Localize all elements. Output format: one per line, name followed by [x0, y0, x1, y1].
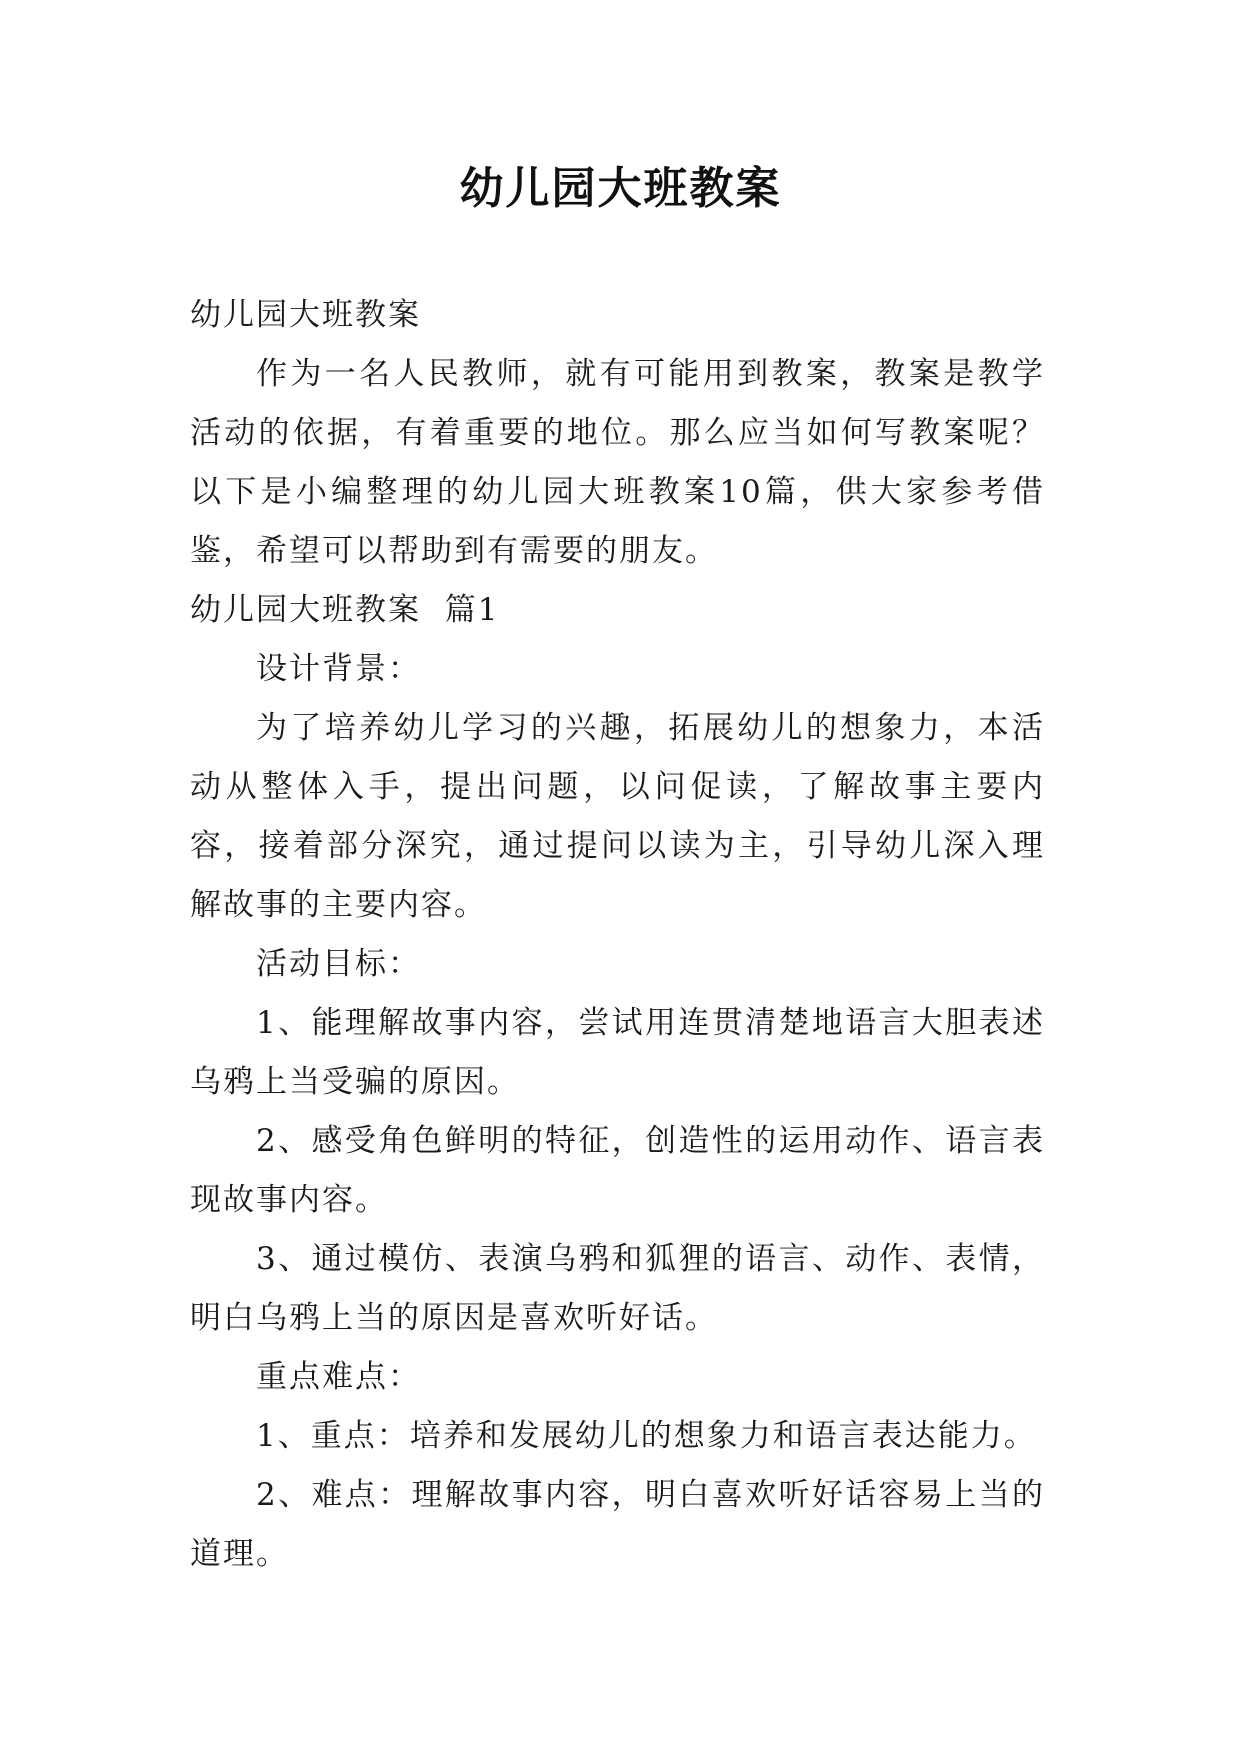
- paragraph: 幼儿园大班教案: [190, 297, 421, 333]
- paragraph: 作为一名人民教师，就有可能用到教案，教案是教学活动的依据，有着重要的地位。那么应当如何写教案呢？以下是小编整理的幼儿园大班教案10篇，供大家参考借鉴，希望可以帮助到有需要的朋友。: [190, 356, 1045, 569]
- document-title: 幼儿园大班教案: [459, 163, 782, 214]
- paragraph: 重点难点：: [256, 1359, 421, 1395]
- paragraph: 3、通过模仿、表演乌鸦和狐狸的语言、动作、表情，明白乌鸦上当的原因是喜欢听好话。: [190, 1241, 1045, 1336]
- paragraph: 幼儿园大班教案 篇1: [190, 592, 500, 628]
- document-body: [190, 286, 1045, 1584]
- paragraph: 为了培养幼儿学习的兴趣，拓展幼儿的想象力，本活动从整体入手，提出问题，以问促读，了解故事主要内容，接着部分深究，通过提问以读为主，引导幼儿深入理解故事的主要内容。: [190, 710, 1045, 923]
- paragraph: 1、重点：培养和发展幼儿的想象力和语言表达能力。: [256, 1418, 1037, 1454]
- paragraph: 设计背景：: [256, 651, 421, 687]
- paragraph: 2、感受角色鲜明的特征，创造性的运用动作、语言表现故事内容。: [190, 1123, 1045, 1218]
- paragraph: 活动目标：: [256, 946, 421, 982]
- paragraph: 2、难点：理解故事内容，明白喜欢听好话容易上当的道理。: [190, 1477, 1045, 1572]
- paragraph: 1、能理解故事内容，尝试用连贯清楚地语言大胆表述乌鸦上当受骗的原因。: [190, 1005, 1045, 1100]
